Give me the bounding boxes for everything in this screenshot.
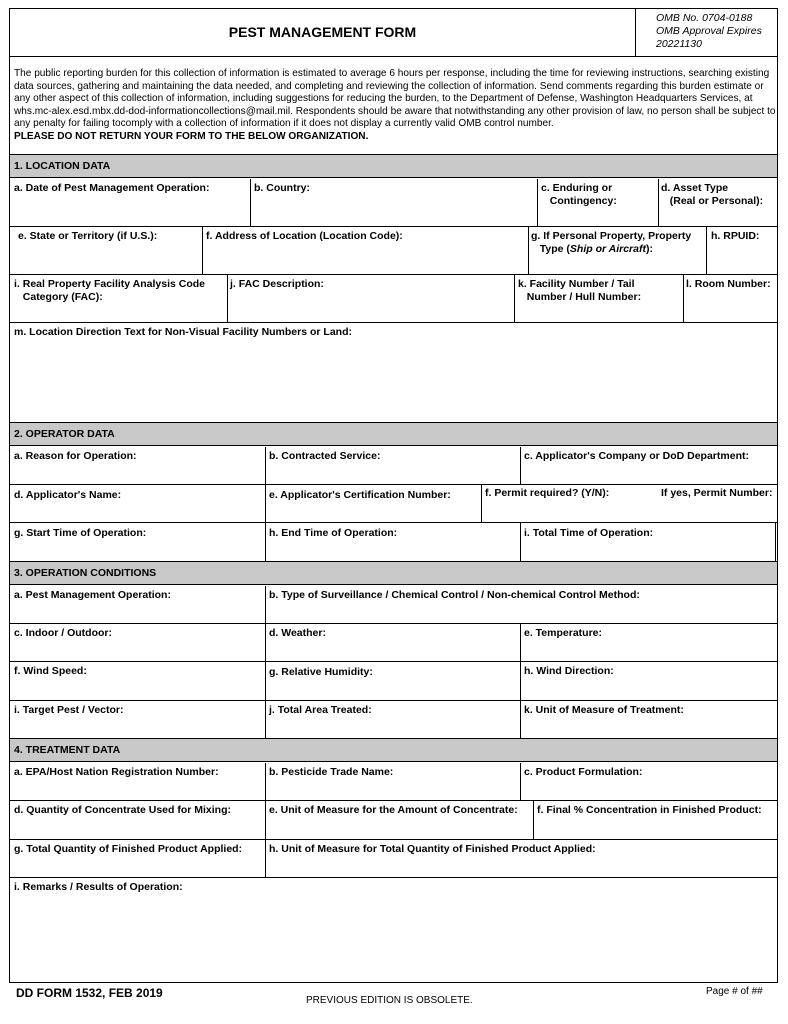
room-number-label: l. Room Number: xyxy=(686,278,771,290)
personal-property-type-label-suffix: ): xyxy=(645,243,653,255)
form-id: DD FORM 1532, FEB 2019 xyxy=(16,986,163,1000)
remarks-label: i. Remarks / Results of Operation: xyxy=(14,881,183,893)
section-treatment-header xyxy=(10,738,777,762)
omb-info xyxy=(656,12,762,51)
start-time-label: g. Start Time of Operation: xyxy=(14,527,147,539)
product-formulation-label: c. Product Formulation: xyxy=(524,766,643,778)
total-time-label: i. Total Time of Operation: xyxy=(524,527,654,539)
temperature-label: e. Temperature: xyxy=(524,627,602,639)
registration-number-label: a. EPA/Host Nation Registration Number: xyxy=(14,766,219,778)
personal-property-type-label xyxy=(531,230,691,256)
wind-speed-label: f. Wind Speed: xyxy=(14,665,87,677)
section-operator-title: 2. OPERATOR DATA xyxy=(14,428,115,440)
control-method-label: b. Type of Surveillance / Chemical Control / Non-chemical Control Method: xyxy=(269,589,640,601)
concentrate-unit-label: e. Unit of Measure for the Amount of Concentrate: xyxy=(269,804,518,816)
permit-required-label: f. Permit required? (Y/N): xyxy=(485,487,610,499)
certification-number-label: e. Applicator's Certification Number: xyxy=(269,489,451,501)
pesticide-trade-name-label: b. Pesticide Trade Name: xyxy=(269,766,394,778)
personal-property-type-label-prefix: g. If Personal Property, Property Type ( xyxy=(531,230,692,255)
date-of-operation-label: a. Date of Pest Management Operation: xyxy=(14,182,210,194)
reason-for-operation-label: a. Reason for Operation: xyxy=(14,450,137,462)
return-notice: PLEASE DO NOT RETURN YOUR FORM TO THE BELOW ORGANIZATION. xyxy=(14,130,369,142)
concentrate-quantity-label: d. Quantity of Concentrate Used for Mixing: xyxy=(14,804,232,816)
final-concentration-label: f. Final % Concentration in Finished Product: xyxy=(537,804,762,816)
facility-number-label: k. Facility Number / Tail Number / Hull Number: xyxy=(518,278,642,303)
edition-notice: PREVIOUS EDITION IS OBSOLETE. xyxy=(306,995,473,1006)
omb-expires-label: OMB Approval Expires xyxy=(656,25,762,37)
omb-expires-date: 20221130 xyxy=(656,38,702,50)
applicator-company-label: c. Applicator's Company or DoD Department: xyxy=(524,450,749,462)
pest-management-operation-label: a. Pest Management Operation: xyxy=(14,589,171,601)
section-treatment-title: 4. TREATMENT DATA xyxy=(14,744,121,756)
pest-management-form xyxy=(9,8,778,983)
total-quantity-applied-label: g. Total Quantity of Finished Product Applied: xyxy=(14,843,243,855)
wind-direction-label: h. Wind Direction: xyxy=(524,665,614,677)
fac-code-label: i. Real Property Facility Analysis Code Category (FAC): xyxy=(14,278,206,303)
section-conditions-header xyxy=(10,561,777,585)
contracted-service-label: b. Contracted Service: xyxy=(269,450,381,462)
relative-humidity-label: g. Relative Humidity: xyxy=(269,666,373,678)
asset-type-label: d. Asset Type (Real or Personal): xyxy=(661,182,764,207)
state-territory-label: e. State or Territory (if U.S.): xyxy=(18,230,158,242)
permit-number-label: If yes, Permit Number: xyxy=(661,487,773,499)
target-pest-label: i. Target Pest / Vector: xyxy=(14,704,124,716)
country-label: b. Country: xyxy=(254,182,310,194)
burden-text: The public reporting burden for this collection of information is estimated to average 6 hours per response, including the time for reviewing instructions, searching existing data sources, gathering and maintaining the data needed, and completing and reviewing the collection of information. Send comments regarding this burden estimate or any other aspect of this collection of information, including suggestions for reducing the burden, to the Department of Defense, Washington Headquarters Services, at whs.mc-alex.esd.mbx.dd-dod-informationcollections@mail.mil. Respondents should be aware that notwithstanding any other provision of law, no person shall be subject to any penalty for failing tocomply with a collection of information if it does not display a currently valid OMB control number. xyxy=(14,68,776,130)
location-direction-label: m. Location Direction Text for Non-Visual Facility Numbers or Land: xyxy=(14,326,352,338)
personal-property-type-label-italic: Ship or Aircraft xyxy=(569,243,646,255)
section-conditions-title: 3. OPERATION CONDITIONS xyxy=(14,567,157,579)
burden-statement xyxy=(14,68,776,144)
end-time-label: h. End Time of Operation: xyxy=(269,527,398,539)
fac-description-label: j. FAC Description: xyxy=(230,278,324,290)
section-operator-header xyxy=(10,422,777,446)
rpuid-label: h. RPUID: xyxy=(711,230,760,242)
enduring-contingency-label: c. Enduring or Contingency: xyxy=(541,182,617,207)
omb-number: OMB No. 0704-0188 xyxy=(656,12,753,24)
total-quantity-unit-label: h. Unit of Measure for Total Quantity of Finished Product Applied: xyxy=(269,843,596,855)
unit-of-measure-treatment-label: k. Unit of Measure of Treatment: xyxy=(524,704,684,716)
weather-label: d. Weather: xyxy=(269,627,326,639)
section-location-title: 1. LOCATION DATA xyxy=(14,160,111,172)
applicator-name-label: d. Applicator's Name: xyxy=(14,489,122,501)
page-number: Page # of ## xyxy=(706,986,763,997)
address-location-label: f. Address of Location (Location Code): xyxy=(206,230,403,242)
section-location-header xyxy=(10,154,777,178)
total-area-treated-label: j. Total Area Treated: xyxy=(269,704,372,716)
form-title: PEST MANAGEMENT FORM xyxy=(228,24,417,40)
indoor-outdoor-label: c. Indoor / Outdoor: xyxy=(14,627,112,639)
